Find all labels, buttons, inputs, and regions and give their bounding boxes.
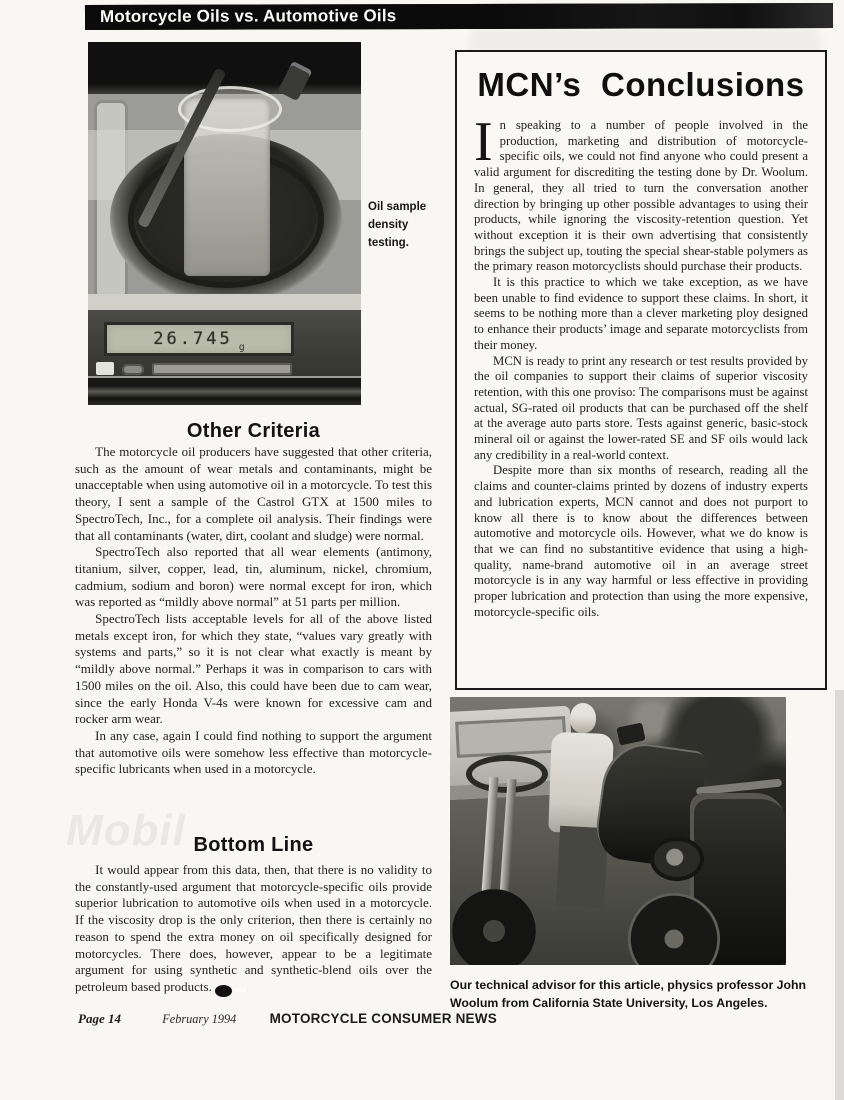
- bottom-line-body: It would appear from this data, then, that there is no validity to the constantly-used argument that motorcycle-specific oils provide superior lubrication to automotive oils when used in a motorcycle. If the viscosity drop is the only criterion, then there is certainly no reason to spend the extra money on oil specifically designed for motorcycles. There does, however, appear to be a legitimate argument for using synthetic and synthetic-blend oils over the petroleum based products.: [75, 862, 432, 994]
- paragraph: MCN is ready to print any research or test results provided by the oil companies to support their claims of superior viscosity retention, with this one proviso: The comparisons must be against actual, SG-rated oil products that can be purchased off the shelf at the average auto parts store. Tests against generic, basic-stock mineral oil or against the lower-rated SE and SF oils would lack any credibility in a real-world context.: [474, 353, 808, 462]
- scan-edge-artifact: [835, 690, 844, 1100]
- other-criteria-text: [75, 444, 432, 778]
- scale-base: [88, 378, 361, 405]
- scale-button: [96, 362, 114, 375]
- scale-button-oval: [122, 364, 144, 375]
- paragraph: It is this practice to which we take exception, as we have been unable to find evidence to support these claims. In short, it seems to be nothing more than a clever marketing ploy designed to enhance their products’ image and separate motorcyclists from their money.: [474, 275, 808, 352]
- footer-page-number: Page 14: [78, 1011, 121, 1026]
- scale-lcd-display: [104, 322, 294, 356]
- advisor-photo-caption: Our technical advisor for this article, physics professor John Woolum from California State University, Los Angeles.: [450, 978, 807, 1010]
- person-head: [570, 703, 596, 733]
- banner-title: Motorcycle Oils vs. Automotive Oils: [99, 6, 397, 26]
- page-footer: [78, 1011, 498, 1027]
- advisor-photo: [450, 697, 786, 965]
- footer-issue-date: February 1994: [162, 1012, 237, 1026]
- paragraph: [75, 862, 432, 997]
- end-of-article-mark: MCN: [215, 985, 232, 997]
- paragraph-text: n speaking to a number of people involved in the production, marketing and distribution of motorcycle-specific oils, we could not find anyone who could present a valid argument for discrediting the testing done by Dr. Woolum. In general, they all tried to turn the conversation another direction by bringing up other possible advantages to using their products, while ignoring the viscosity-retention question. Yet without exception it is their own advertising that consistently brings the subject up, touting the special shear-stable polymers as the primary reason motorcyclists should purchase their products.: [474, 118, 808, 274]
- scale-photo-caption: Oil sample density testing.: [368, 201, 427, 249]
- conclusions-heading: MCN’s Conclusions: [477, 66, 805, 103]
- paragraph: [474, 111, 808, 275]
- motorcycle-wheel: [452, 889, 536, 965]
- bottom-line-heading: Bottom Line: [193, 834, 314, 856]
- paragraph: SpectroTech lists acceptable levels for all of the above listed metals except iron, for which they state, “values vary greatly with systems and parts,” so it is not clear what exactly is meant by “mildly above normal.” Perhaps it was in comparison to cars with 1500 miles on the oil. Also, this could have been due to cam wear, since the early Honda V-4s were known for excessive cam and rocker arm wear.: [75, 611, 432, 727]
- paragraph: The motorcycle oil producers have suggested that other criteria, such as the amount of wear metals and contaminants, might be unacceptable when using automotive oil in a motorcycle. To test this theory, I sent a sample of the Castrol GTX at 1500 miles to SpectroTech, Inc., for a complete oil analysis. Their findings were that all contaminants (water, dirt, coolant and sludge) were normal.: [75, 444, 432, 543]
- oil-density-scale-photo: [88, 42, 361, 405]
- scale-strip: [152, 363, 292, 375]
- bottom-line-text: [75, 862, 432, 997]
- footer-publication-name: MOTORCYCLE CONSUMER NEWS: [269, 1011, 497, 1026]
- other-criteria-heading: Other Criteria: [186, 420, 321, 442]
- bleed-through-text: Mobil: [66, 806, 186, 855]
- scale-unit: g: [238, 342, 245, 353]
- paragraph: Despite more than six months of research, reading all the claims and counter-claims printed by dozens of industry experts and lubrication experts, MCN cannot and does not purport to know all there is to know about the differences between automotive and motorcycle oils. However, what we do know is that we can find no substantitive evidence that using a high-quality, name-brand automotive oil in an average street motorcycle is in any way harmful or less effective in providing proper lubrication and protection than using the more expensive, motorcycle-specific oils.: [474, 463, 808, 619]
- scale-mid-band: [88, 294, 361, 310]
- conclusions-box: [455, 50, 827, 690]
- paragraph: SpectroTech also reported that all wear elements (antimony, titanium, silver, copper, lead, tin, aluminum, nickel, chromium, cadmium, sodium and boron) were normal except for iron, which was reported as “mildly above normal” at 51 parts per million.: [75, 544, 432, 610]
- drop-cap: I: [474, 111, 493, 173]
- motorcycle-headlight: [650, 837, 704, 881]
- section-banner: [85, 3, 833, 30]
- paragraph: In any case, again I could find nothing to support the argument that automotive oils were somehow less effective than motorcycle-specific lubricants when used in a motorcycle.: [75, 727, 432, 777]
- scale-reading: 26.745: [153, 329, 233, 349]
